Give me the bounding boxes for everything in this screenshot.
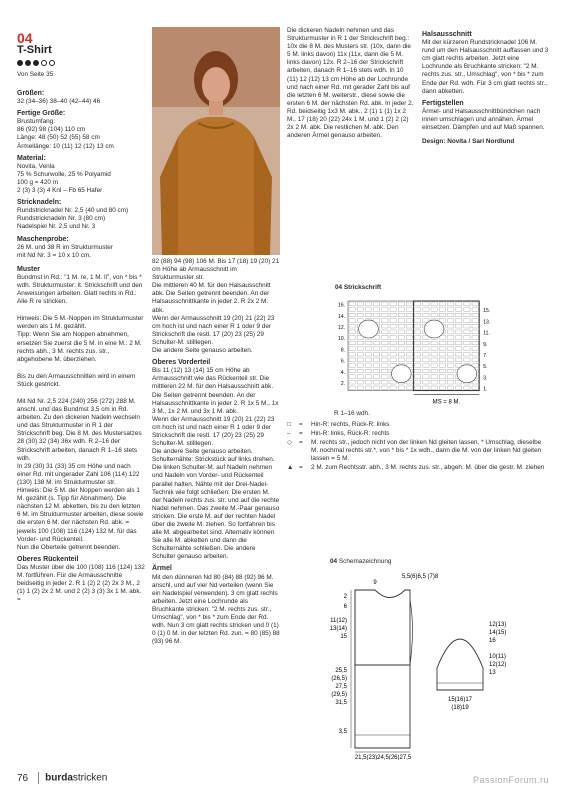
bobble-symbol xyxy=(359,320,379,338)
body-outline xyxy=(355,590,410,748)
section-heading: Oberes Rückenteil xyxy=(17,555,79,563)
body-text: Das Muster über die 100 (108) 116 (124) 132 M. fortführen. Für die Armausschnitte beidseitig in jeder 2. R 1 (2) 2 (2) 2x 3 M., 2 (1) 1 (2) 2x 2 M. und 2 (2) 3 (3) 3x 1 M. abk. = xyxy=(17,563,145,604)
body-text xyxy=(17,389,145,393)
row-label-left: 8. xyxy=(340,347,345,354)
footer-divider xyxy=(38,772,39,784)
legend-symbol: ◇ xyxy=(287,439,292,446)
schema-label: 14(15) xyxy=(489,630,507,636)
body-text: Ärmel- und Halsausschnittbündchen nach innen umschlagen und annähen. Ärmel einsetzen. Dämpfen und auf Maß spannen. xyxy=(422,107,545,132)
model-photo-illustration xyxy=(152,27,280,255)
legend-symbol: □ xyxy=(287,421,291,428)
body-text: mit Nd Nr. 3 = 10 x 10 cm. xyxy=(17,251,92,259)
legend-row xyxy=(287,439,549,463)
body-text xyxy=(17,364,145,368)
body-text: 86 (92) 98 (104) 110 cm xyxy=(17,126,86,134)
schema-label: (29,5) xyxy=(331,692,347,698)
schema-label: 15 xyxy=(340,634,347,640)
body-text: 26 M. und 38 R im Strukturmuster xyxy=(17,243,113,251)
legend-row xyxy=(287,430,549,438)
difficulty-dot xyxy=(49,60,55,66)
legend-equals: = xyxy=(299,430,303,437)
page-number: 76 xyxy=(17,772,29,784)
ms-label: MS = 8 M. xyxy=(432,399,461,405)
chart-title: 04 Strickschrift xyxy=(335,284,382,291)
schema-label: 3,5 xyxy=(338,729,347,735)
section-heading: Größen: xyxy=(17,90,45,97)
row-label-right: 9. xyxy=(483,341,488,348)
column-4 xyxy=(422,27,550,146)
row-label-left: 12. xyxy=(338,325,345,331)
body-text: Bis zu den Armausschnitten wird in einem Stück gestrickt. xyxy=(17,372,136,388)
section-heading: Material: xyxy=(17,154,46,162)
row-label-right: 11. xyxy=(483,330,490,337)
body-text: Rundstricknadel Nr. 2,5 (40 und 80 cm) xyxy=(17,207,129,215)
pattern-title: T-Shirt xyxy=(17,44,52,56)
model-photo xyxy=(152,27,280,255)
row-label-right: 1. xyxy=(483,386,488,393)
row-label-right: 13. xyxy=(483,319,491,326)
schema-label: 12(13) xyxy=(489,622,507,628)
section-heading: Oberes Vorderteil xyxy=(152,359,211,367)
body-text: Die dickeren Nadeln nehmen und das Strukturmuster in R 1 der Strickschrift beg.: 10x die 8 M. des Musters str. (10x, dann die 5 M. links davon) 11x (11x, dann die 5 M. links davon) 12x. R 2–16 der Strickschrift arbeiten, danach R 1–16 stets wdh. In 10 (11) 12 (12) 13 cm Höhe ab der Lochrunde und nach einer Rd. mit gerader Zahl bis auf die letzten 6 M. weiterstr., diese sowie die ersten 6 M. der nächsten Rd. abk. In jeder 2. Rd. beidseitig 1x3 M. abk., 2 (1) 1 (1) 1x 2 M., 17 (18) 20 (22) 24x 1 M. und 1 (2) 2 (2) 2x 2 M. abk. Die restlichen M. abk. Den anderen Ärmel genauso arbeiten. xyxy=(287,27,414,140)
brand-bold: burda xyxy=(45,772,73,784)
schema-title: 04 Schemazeichnung xyxy=(330,558,392,565)
brand-rest: stricken xyxy=(72,772,108,784)
row-label-left: 4. xyxy=(340,369,345,376)
section-heading: Stricknadeln: xyxy=(17,199,62,207)
seite-reference: Von Seite 35 xyxy=(17,71,54,78)
body-text: Die andere Seite genauso arbeiten. Schulternähte: Strickstück auf links drehen. Die linken Schulter-M. auf Nadeln nehmen und Nadeln von Vorder- und Rückenteil parallel halten. Nähte mit der Drei-Nadel-Technik wie folgt schließen: Die ersten M. der Nadeln rechts zus. str. und auf die rechte Nadel nehmen. Das zweite M.-Paar genauso stricken. Die erste M. auf der rechten Nadel über die zweite M. ziehen. So fortfahren bis alle M. abgearbeitet sind. Alternativ können Sie alle M. abketten und dann die Schulternähte schließen. Die andere Schulter genauso arbeiten. xyxy=(152,448,280,561)
body-text: Wenn der Armausschnitt 19 (20) 21 (22) 23 cm hoch ist und nach einer R 1 oder 9 der Strickschrift die restl. 17 (20) 23 (25) 29 Schulter-M. stilllegen. xyxy=(152,314,275,346)
body-text: Hinweis: Die 5 M.-Noppen im Strukturmuster werden als 1 M. gezählt. xyxy=(17,315,144,331)
body-text: Bis 11 (12) 13 (14) 15 cm Höhe ab Armausschnitt wie das Rückenteil str. Die mittleren 22 M. für den Halsausschnitt abk. Die Seiten getrennt beenden. An der Halsausschnittkante in jeder 2. R 1x 5 M., 1x 3 M., 1x 2 M. und 3x 1 M. abk. xyxy=(152,367,279,415)
schema-label: 16 xyxy=(489,638,496,644)
legend-row xyxy=(287,421,549,429)
knitting-chart xyxy=(330,295,500,405)
schema-label: 6 xyxy=(343,604,347,610)
body-text: Hinweis: Die 5 M. der Noppen werden als 1 M. gezählt (s. Tipp für Abnahmen). Die nächsten 12 M. abketten, bis zu den letzten 6 M. im Strukturmuster arbeiten, diese sowie die ersten 6 M. der nächsten Rd. abk. = jeweils 100 (108) 116 (124) 132 M. für das Vorder- und Rückenteil. xyxy=(17,487,144,543)
difficulty-dot xyxy=(33,60,39,66)
bobble-symbol xyxy=(391,365,411,383)
body-text: Mit den dünneren Nd 80 (84) 88 (92) 96 M. anschl. und auf vier Nd verteilen (wenn Sie ein Nadelspiel verwenden). 3 cm glatt rechts arbeiten. Jetzt eine Lochrunde als Bruchkante stricken: "2 M. rechts zus. str., Umschlag", von * bis * zum Ende der Rd. wdh. Nun 3 cm glatt rechts stricken und 0 (1) 0 (1) 0 M. in der letzten Rd. zun. = 80 (85) 88 (93) 96 M. xyxy=(152,573,280,646)
body-text: In 29 (30) 31 (33) 35 cm Höhe und nach einer Rd. mit ungerader Zahl 106 (114) 122 (130) 138 M. im Strukturmuster str. xyxy=(17,462,140,486)
section-heading: Fertige Größe: xyxy=(17,110,66,118)
footer xyxy=(17,772,107,784)
body-text: Design: Novita / Sari Nordlund xyxy=(422,138,515,146)
legend-symbol: ▲ xyxy=(287,464,294,471)
difficulty-dot xyxy=(41,60,47,66)
legend-text: Hin-R: links, Rück-R: rechts xyxy=(311,430,390,437)
legend-row xyxy=(287,464,549,472)
schematic-drawing xyxy=(325,570,555,760)
sleeve-outline xyxy=(437,639,483,690)
section-heading: Halsausschnitt xyxy=(422,31,472,38)
body-text: Tipp: Wenn Sie am Noppen abnehmen, ersetzen Sie zuerst die 5 M. in eine M.: 2 M. rechts abh., 3 M. rechts zus. str., abgehobene M. überziehen. xyxy=(17,331,142,363)
column-1 xyxy=(17,86,145,604)
bobble-symbol xyxy=(457,365,477,383)
watermark: PassionForum.ru xyxy=(472,775,549,785)
body-text: Rundstricknadeln Nr. 3 (80 cm) xyxy=(17,215,106,223)
legend-text: Hin-R: rechts, Rück-R: links xyxy=(311,421,390,428)
row-label-left: 10. xyxy=(338,336,345,343)
legend-text: M. rechts str., jedoch nicht von der linken Nd gleiten lassen, * Umschlag, dieselbe M. nochmal rechts str.*, von * bis * 1x wdh., dann die M. von der linken Nd gleiten lassen = 5 M. xyxy=(311,439,542,462)
schema-label: 25,5 xyxy=(335,668,347,674)
body-text: Brustumfang: xyxy=(17,118,56,126)
body-text: Nun die Oberteile getrennt beenden. xyxy=(17,543,121,551)
bobble-symbol xyxy=(424,320,444,338)
row-label-right: 5. xyxy=(483,364,488,371)
body-text: Nadelspiel Nr. 2,5 und Nr. 3 xyxy=(17,223,96,231)
difficulty-dot xyxy=(25,60,31,66)
schema-label: 21,5(23)24,5(26)27,5 xyxy=(354,755,412,760)
section-heading: Fertigstellen xyxy=(422,99,464,107)
schema-label: 5,5(6)6,5 (7)8 xyxy=(401,574,439,580)
legend-equals: = xyxy=(299,421,303,428)
body-text: 100 g = 420 m xyxy=(17,178,59,186)
schema-label: (18)19 xyxy=(451,705,469,711)
body-text: Ärmellänge: 10 (11) 12 (12) 13 cm xyxy=(17,142,114,150)
body-text: 2 (3) 3 (3) 4 Knl – Fb 65 Hafer xyxy=(17,187,103,195)
schema-label: (26,5) xyxy=(331,676,347,682)
schema-label: 11(12) xyxy=(330,618,347,624)
schema-label: 27,5 xyxy=(335,684,347,690)
schema-label: 13 xyxy=(489,670,496,676)
chart-legend xyxy=(287,421,549,473)
schema-label: 10(11) xyxy=(489,654,506,660)
body-text: Wenn der Armausschnitt 19 (20) 21 (22) 23 cm hoch ist und nach einer R 1 oder 9 der Strickschrift die restl. 17 (20) 23 (25) 29 Schulter-M. stilllegen. xyxy=(152,415,275,448)
column-3 xyxy=(287,27,415,140)
body-text xyxy=(17,306,145,310)
schema-label: 9 xyxy=(373,580,377,586)
legend-equals: = xyxy=(299,464,303,471)
schema-label: 2 xyxy=(343,594,347,600)
schema-label: 13(14) xyxy=(329,626,347,632)
section-heading: Muster xyxy=(17,265,40,273)
pattern-number: 04 xyxy=(17,30,33,46)
schema-label: 15(16)17 xyxy=(447,697,473,703)
body-text: Länge: 48 (50) 52 (55) 58 cm xyxy=(17,134,100,142)
body-text: 32 (34–36) 38–40 (42–44) 46 xyxy=(17,98,101,106)
row-label-right: 15. xyxy=(483,308,491,315)
schema-label: 31,5 xyxy=(335,700,347,706)
row-label-left: 14. xyxy=(338,313,345,320)
body-text: Die andere Seite genauso arbeiten. xyxy=(152,347,253,355)
body-text: Bundmst in Rd.: "1 M. re, 1 M. li", von * bis * wdh. Strukturmuster: lt. Strickschrift und den Anweisungen arbeiten. Glatt rechts in Rd.: Alle R re stricken. xyxy=(17,273,143,306)
row-label-right: 3. xyxy=(483,375,488,382)
body-text: Die mittleren 40 M. für den Halsausschnitt abk. Die Seiten getrennt beenden. An der Halsausschnittkante in jeder 2. R 2x 2 M. abk. xyxy=(152,282,271,314)
legend-equals: = xyxy=(299,439,303,446)
row-label-left: 16. xyxy=(338,302,345,309)
legend-text: 2 M. zum Rechtsstr. abh., 3 M. rechts zus. str., abgeh. M. über die gestr. M. ziehen xyxy=(311,464,545,471)
column-2 xyxy=(152,258,280,646)
body-text: Novita, Venla xyxy=(17,162,55,170)
difficulty-rating xyxy=(17,59,57,68)
legend-symbol: – xyxy=(287,430,291,437)
chart-repeat-note: R 1–16 wdh. xyxy=(334,410,370,417)
section-heading: Ärmel xyxy=(152,565,172,573)
body-text: Mit der kürzeren Rundstricknadel 106 M. rund um den Halsausschnitt auffassen und 3 cm glatt rechts arbeiten. Jetzt eine Lochrunde als Bruchkante stricken: "2 M. rechts zus. str., Umschlag", von * bis * zum Ende der Rd. wdh. Für 3 cm glatt rechts str., dann abketten. xyxy=(422,39,549,95)
section-heading: Maschenprobe: xyxy=(17,235,69,243)
difficulty-dot xyxy=(17,60,23,66)
schema-label: 12(12) xyxy=(489,662,507,668)
body-text: 82 (88) 94 (98) 106 M. Bis 17 (18) 19 (20) 21 cm Höhe ab Armausschnitt im Strukturmuster str. xyxy=(152,258,280,282)
row-label-left: 6. xyxy=(340,358,345,365)
body-text: 75 % Schurwolle, 25 % Polyamid xyxy=(17,170,111,178)
body-text: Mit Nd Nr. 2,5 224 (240) 256 (272) 288 M. anschl. und das Bundmst 3,5 cm in Rd. arbeiten. Zu den dickeren Nadeln wechseln und das Strukturmuster in R 1 der Strickschrift beg. Die 8 M. des Mustersatzes 28 (30) 32 (34) 36x wdh. R 2–16 der Strickschrift arbeiten, danach R 1–16 stets wdh. xyxy=(17,398,142,462)
row-label-right: 7. xyxy=(483,353,488,359)
row-label-left: 2. xyxy=(340,381,345,387)
